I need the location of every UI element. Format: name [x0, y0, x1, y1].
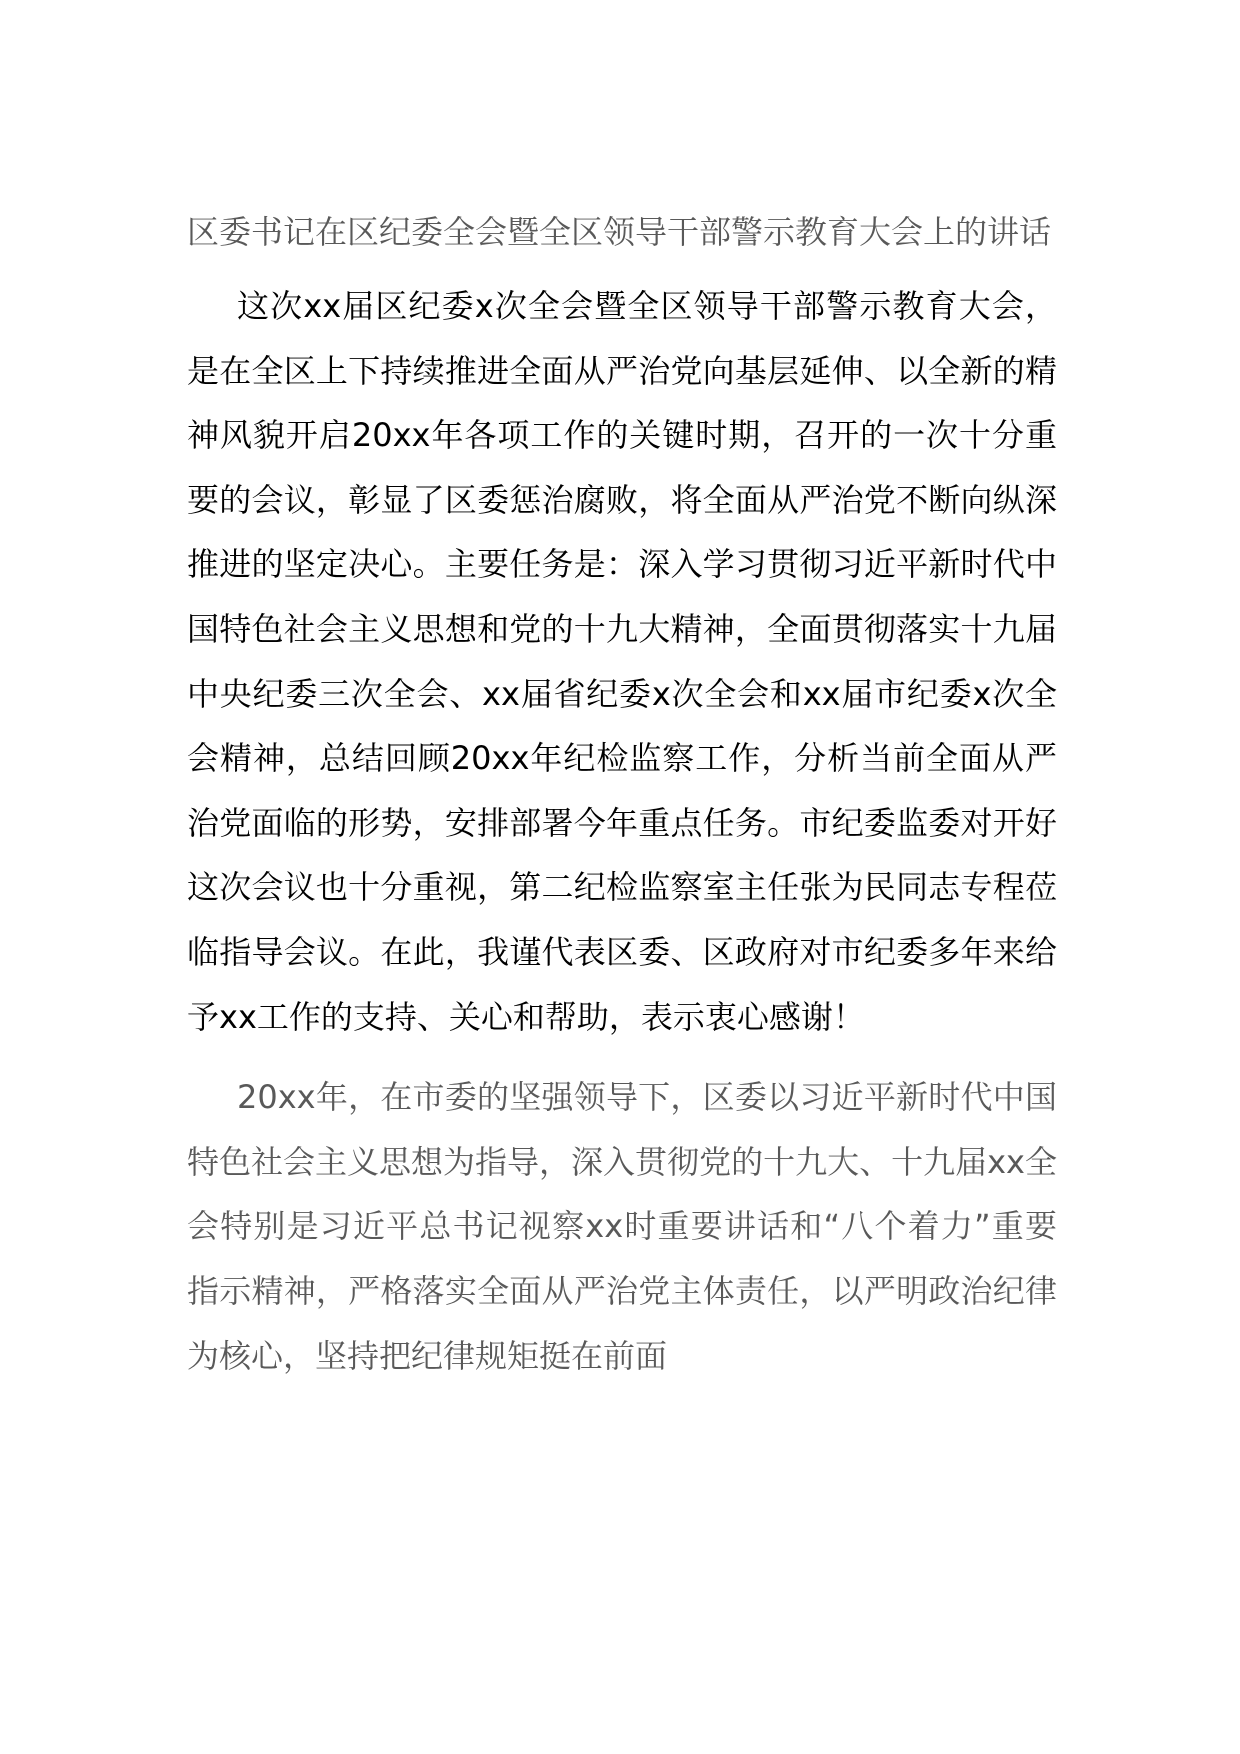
- document-page: [187, 200, 1057, 1404]
- paragraph-2: 20xx年，在市委的坚强领导下，区委以习近平新时代中国特色社会主义思想为指导，深入贯彻党的十九大、十九届xx全会特别是习近平总书记视察xx时重要讲话和“八个着力”重要指示精神，严格落实全面从严治党主体责任，以严明政治纪律为核心，坚持把纪律规矩挺在前面: [187, 1078, 1057, 1375]
- document-title: 区委书记在区纪委全会暨全区领导干部警示教育大会上的讲话: [187, 213, 1052, 251]
- paragraph-1: 这次xx届区纪委x次全会暨全区领导干部警示教育大会，是在全区上下持续推进全面从严治党向基层延伸、以全新的精神风貌开启20xx年各项工作的关键时期，召开的一次十分重要的会议，彰显了区委惩治腐败，将全面从严治党不断向纵深推进的坚定决心。主要任务是：深入学习贯彻习近平新时代中国特色社会主义思想和党的十九大精神，全面贯彻落实十九届中央纪委三次全会、xx届省纪委x次全会和xx届市纪委x次全会精神，总结回顾20xx年纪检监察工作，分析当前全面从严治党面临的形势，安排部署今年重点任务。市纪委监委对开好这次会议也十分重视，第二纪检监察室主任张为民同志专程莅临指导会议。在此，我谨代表区委、区政府对市纪委多年来给予xx工作的支持、关心和帮助，表示衷心感谢！: [187, 287, 1057, 1036]
